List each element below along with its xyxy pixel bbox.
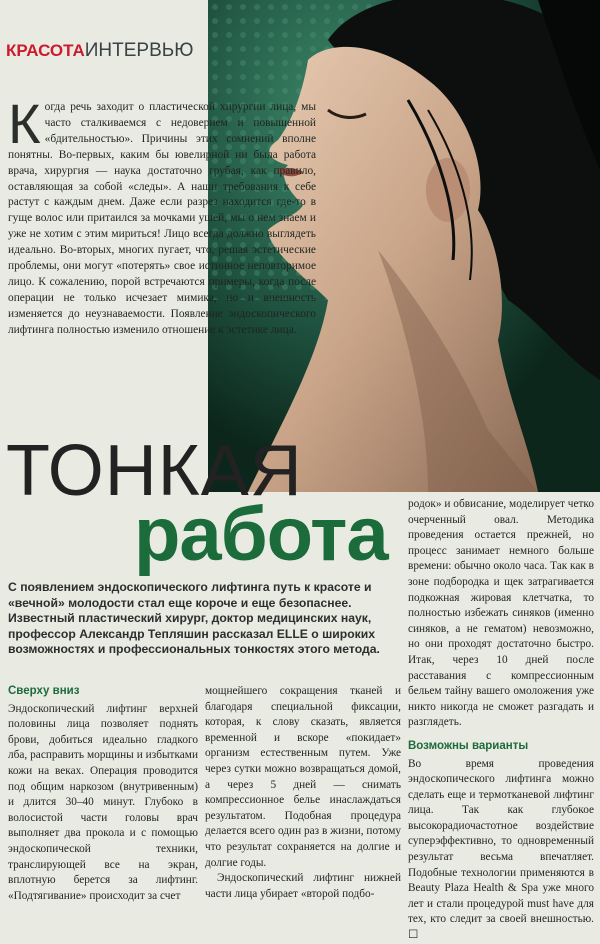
column-3-text-2: Во время проведения эндоскопического лифтинга можно сделать еще и термотканевой лифтинг лица. Так как глубокое высокорадиочастотное воздействие суперэффективно, то одновременный результат весьма впечатляет. Подобные технологии применяются в Beauty Plaza Health & Spa уже много лет и стали процедурой must have для тех, кто следит за своей внешностью. ☐ [408, 757, 594, 942]
intro-text [8, 92, 316, 339]
rubric-label: ИНТЕРВЬЮ [84, 40, 194, 61]
lead-paragraph: С появлением эндоскопического лифтинга путь к красоте и «вечной» молодости стал еще короче и еще безопаснее. Известный пластический хирург, доктор медицинских наук, профессор Александр Тепляшин рассказал ELLE о широких возможностях и профессиональных тонкостях этого метода. [8, 580, 380, 657]
column-1 [8, 684, 198, 904]
column-2 [205, 684, 401, 902]
column-2-text-2: Эндоскопический лифтинг нижней части лица убирает «второй подбо- [205, 872, 401, 900]
section-header [6, 40, 193, 64]
column-1-text: Эндоскопический лифтинг верхней половины лица позволяет поднять брови, добиться идеально гладкого лба, расправить морщины и избытками кожи на веках. Операция проводится под общим наркозом (внутривенным) и длится 30–40 минут. Глубоко в волосистой части головы врач выполняет два прокола и с помощью эндоскопической техники, транслирующей все на экран, вплотную берется за лифтинг. «Подтягивание» происходит за счет [8, 702, 198, 902]
section-label: КРАСОТА [6, 41, 85, 60]
subheading-top-down: Сверху вниз [8, 685, 80, 697]
column-3 [408, 497, 594, 944]
headline-line2: работа [134, 492, 388, 577]
column-3-text-1: родок» и обвисание, моделирует четко очерченный овал. Методика проведения остается прежней, но процесс занимает немного больше времени: обычно около часа. Так как в зоне подбородка и щек затрагивается подкожная жировая клетчатка, то полностью избежать синяков (именно синяков, а не гематом) невозможно, но они проходят достаточно быстро. Итак, через 10 дней после расставания с компрессионным бельем тайну вашего омоложения уже никто никогда не сможет разгадать и разглядеть. [408, 498, 595, 729]
drop-cap: К [8, 92, 41, 155]
headline-line1: ТОНКАЯ [6, 431, 303, 511]
column-2-text-1: мощнейшего сокращения тканей и благодаря специальной фиксации, которая, к слову сказать, является временной и вскоре «покидает» организм естественным путем. Уже через сутки можно возвращаться домой, а через 5 дней — снимать компрессионное белье инаслаждаться результатом. Подобная процедура делается всего один раз в жизни, потому что результат сохраняется на долгие и долгие годы. [205, 685, 401, 869]
subheading-variants: Возможны варианты [408, 739, 529, 752]
intro-paragraph: огда речь заходит о пластической хирургии лица, мы часто сталкиваемся с недоверием и повышенной «бдительностью». Причины этих сомнений вполне понятны. Во-первых, каким бы ювелирной ни была работа врача, хирургия — наука достаточно грубая, как правило, оставляющая за собой «следы». А наши требования к себе растут с каждым днем. Даже если разрез находится где-то в гуще волос или притаился за мочками ушей, мы о нем знаем и уже не хотим с этим мириться! Лицо всегда должно выглядеть идеально. Во-вторых, многих пугает, что, решая эстетические проблемы, они могут «потерять» свое истинное неповторимое лицо. К сожалению, порой встречаются примеры, когда после операции не только исчезает мимика, но и внешность изменяется до неузнаваемости. Появление эндоскопического лифтинга полностью изменило отношение к эстетике лица. [8, 101, 316, 336]
